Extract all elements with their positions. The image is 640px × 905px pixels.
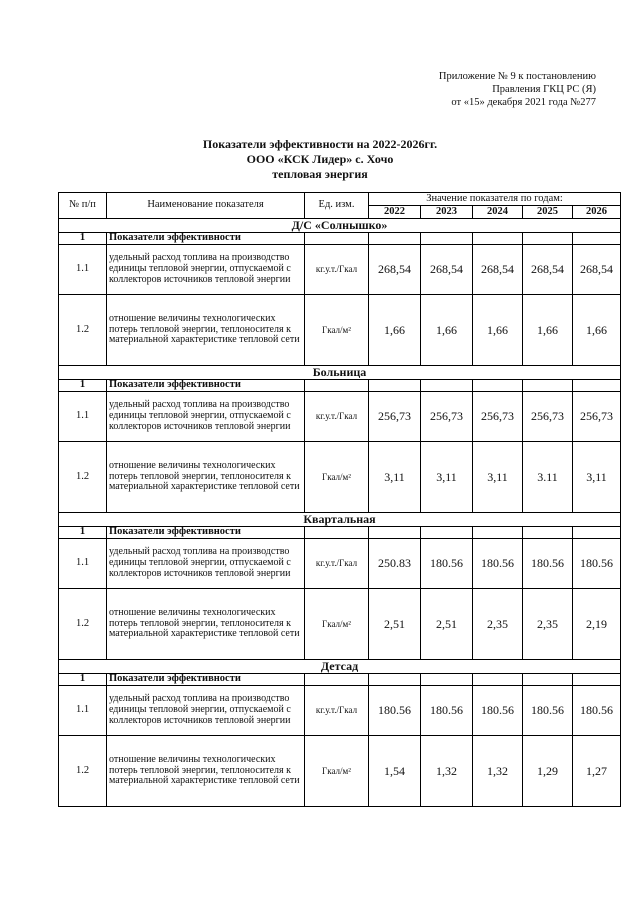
- value-cell: 2,35: [523, 589, 573, 660]
- header-year: 2022: [369, 206, 421, 219]
- value-cell: 1,66: [573, 295, 621, 366]
- value-cell: 3,11: [573, 442, 621, 513]
- unit-cell: Гкал/м²: [305, 295, 369, 366]
- value-cell: 256,73: [421, 392, 473, 442]
- group-label: Показатели эффективности: [107, 233, 305, 245]
- group-label: Показатели эффективности: [107, 527, 305, 539]
- indicator-name: отношение величины технологических потерь тепловой энергии, теплоносителя к материальной характеристике тепловой сети: [107, 442, 305, 513]
- value-cell: 268,54: [473, 245, 523, 295]
- value-cell: 250.83: [369, 539, 421, 589]
- group-num: 1: [59, 233, 107, 245]
- section-title: Д/С «Солнышко»: [59, 219, 621, 233]
- section-title: Детсад: [59, 660, 621, 674]
- indicator-name: удельный расход топлива на производство единицы тепловой энергии, отпускаемой с коллекторов источников тепловой энергии: [107, 392, 305, 442]
- value-cell: 268,54: [523, 245, 573, 295]
- row-num: 1.2: [59, 295, 107, 366]
- unit-cell: Гкал/м²: [305, 442, 369, 513]
- header-num: № п/п: [59, 193, 107, 219]
- value-cell: 1,66: [421, 295, 473, 366]
- value-cell: 1,27: [573, 736, 621, 807]
- value-cell: 256,73: [523, 392, 573, 442]
- indicator-name: отношение величины технологических потерь тепловой энергии, теплоносителя к материальной характеристике тепловой сети: [107, 295, 305, 366]
- value-cell: 256,73: [573, 392, 621, 442]
- title-line-1: Показатели эффективности на 2022-2026гг.: [202, 137, 438, 151]
- value-cell: 268,54: [421, 245, 473, 295]
- value-cell: 180.56: [473, 686, 523, 736]
- title-line-3: тепловая энергия: [272, 167, 368, 181]
- empty-cell: [369, 380, 421, 392]
- table-row: [59, 295, 621, 366]
- value-cell: 180.56: [421, 539, 473, 589]
- header-name: Наименование показателя: [107, 193, 305, 219]
- empty-cell: [421, 674, 473, 686]
- section-row: [59, 366, 621, 380]
- header-year: 2023: [421, 206, 473, 219]
- section-row: [59, 660, 621, 674]
- group-num: 1: [59, 380, 107, 392]
- table-body: [59, 219, 621, 807]
- unit-cell: кг.у.т./Гкал: [305, 245, 369, 295]
- unit-cell: кг.у.т./Гкал: [305, 686, 369, 736]
- empty-cell: [473, 527, 523, 539]
- value-cell: 1,32: [421, 736, 473, 807]
- empty-cell: [369, 674, 421, 686]
- group-num: 1: [59, 527, 107, 539]
- empty-cell: [523, 380, 573, 392]
- group-label: Показатели эффективности: [107, 380, 305, 392]
- empty-cell: [305, 380, 369, 392]
- group-num: 1: [59, 674, 107, 686]
- empty-cell: [573, 527, 621, 539]
- value-cell: 256,73: [473, 392, 523, 442]
- group-row: [59, 527, 621, 539]
- value-cell: 180.56: [523, 539, 573, 589]
- empty-cell: [573, 674, 621, 686]
- empty-cell: [573, 233, 621, 245]
- value-cell: 1,54: [369, 736, 421, 807]
- table-row: [59, 686, 621, 736]
- empty-cell: [369, 233, 421, 245]
- value-cell: 2,51: [369, 589, 421, 660]
- value-cell: 256,73: [369, 392, 421, 442]
- value-cell: 180.56: [369, 686, 421, 736]
- value-cell: 2,35: [473, 589, 523, 660]
- document-title: [0, 137, 640, 182]
- value-cell: 1,66: [473, 295, 523, 366]
- row-num: 1.1: [59, 245, 107, 295]
- group-row: [59, 233, 621, 245]
- section-title: Больница: [59, 366, 621, 380]
- appendix-line-2: Правления ГКЦ РС (Я): [492, 84, 596, 95]
- section-title: Квартальная: [59, 513, 621, 527]
- appendix-note: [439, 70, 596, 109]
- value-cell: 1,66: [523, 295, 573, 366]
- empty-cell: [473, 380, 523, 392]
- row-num: 1.2: [59, 589, 107, 660]
- unit-cell: кг.у.т./Гкал: [305, 392, 369, 442]
- row-num: 1.1: [59, 539, 107, 589]
- value-cell: 180.56: [523, 686, 573, 736]
- empty-cell: [421, 380, 473, 392]
- header-year: 2025: [523, 206, 573, 219]
- indicator-name: удельный расход топлива на производство единицы тепловой энергии, отпускаемой с коллекторов источников тепловой энергии: [107, 539, 305, 589]
- header-year: 2024: [473, 206, 523, 219]
- value-cell: 1,32: [473, 736, 523, 807]
- empty-cell: [421, 527, 473, 539]
- row-num: 1.2: [59, 442, 107, 513]
- unit-cell: Гкал/м²: [305, 736, 369, 807]
- value-cell: 268,54: [369, 245, 421, 295]
- empty-cell: [523, 527, 573, 539]
- value-cell: 3.11: [523, 442, 573, 513]
- value-cell: 1,66: [369, 295, 421, 366]
- table-row: [59, 392, 621, 442]
- table-row: [59, 539, 621, 589]
- value-cell: 3,11: [473, 442, 523, 513]
- appendix-line-1: Приложение № 9 к постановлению: [438, 71, 596, 82]
- empty-cell: [421, 233, 473, 245]
- table-row: [59, 442, 621, 513]
- indicator-name: удельный расход топлива на производство единицы тепловой энергии, отпускаемой с коллекторов источников тепловой энергии: [107, 686, 305, 736]
- empty-cell: [473, 674, 523, 686]
- indicator-name: отношение величины технологических потерь тепловой энергии, теплоносителя к материальной характеристике тепловой сети: [107, 736, 305, 807]
- appendix-line-3: от «15» декабря 2021 года №277: [451, 97, 596, 108]
- row-num: 1.1: [59, 392, 107, 442]
- empty-cell: [573, 380, 621, 392]
- empty-cell: [473, 233, 523, 245]
- empty-cell: [523, 674, 573, 686]
- group-label: Показатели эффективности: [107, 674, 305, 686]
- section-row: [59, 513, 621, 527]
- row-num: 1.1: [59, 686, 107, 736]
- group-row: [59, 380, 621, 392]
- empty-cell: [305, 233, 369, 245]
- value-cell: 3,11: [369, 442, 421, 513]
- header-unit: Ед. изм.: [305, 193, 369, 219]
- header-values-group: Значение показателя по годам:: [369, 193, 621, 206]
- table-row: [59, 245, 621, 295]
- indicators-table: [58, 192, 621, 807]
- indicator-name: отношение величины технологических потерь тепловой энергии, теплоносителя к материальной характеристике тепловой сети: [107, 589, 305, 660]
- section-row: [59, 219, 621, 233]
- empty-cell: [305, 674, 369, 686]
- title-line-2: ООО «КСК Лидер» с. Хочо: [246, 152, 394, 166]
- empty-cell: [369, 527, 421, 539]
- group-row: [59, 674, 621, 686]
- empty-cell: [523, 233, 573, 245]
- value-cell: 180.56: [573, 539, 621, 589]
- value-cell: 180.56: [573, 686, 621, 736]
- table-row: [59, 589, 621, 660]
- value-cell: 2,19: [573, 589, 621, 660]
- value-cell: 180.56: [473, 539, 523, 589]
- empty-cell: [305, 527, 369, 539]
- row-num: 1.2: [59, 736, 107, 807]
- header-year: 2026: [573, 206, 621, 219]
- value-cell: 180.56: [421, 686, 473, 736]
- unit-cell: Гкал/м²: [305, 589, 369, 660]
- value-cell: 3,11: [421, 442, 473, 513]
- indicator-name: удельный расход топлива на производство единицы тепловой энергии, отпускаемой с коллекторов источников тепловой энергии: [107, 245, 305, 295]
- unit-cell: кг.у.т./Гкал: [305, 539, 369, 589]
- value-cell: 2,51: [421, 589, 473, 660]
- value-cell: 1,29: [523, 736, 573, 807]
- table-row: [59, 736, 621, 807]
- value-cell: 268,54: [573, 245, 621, 295]
